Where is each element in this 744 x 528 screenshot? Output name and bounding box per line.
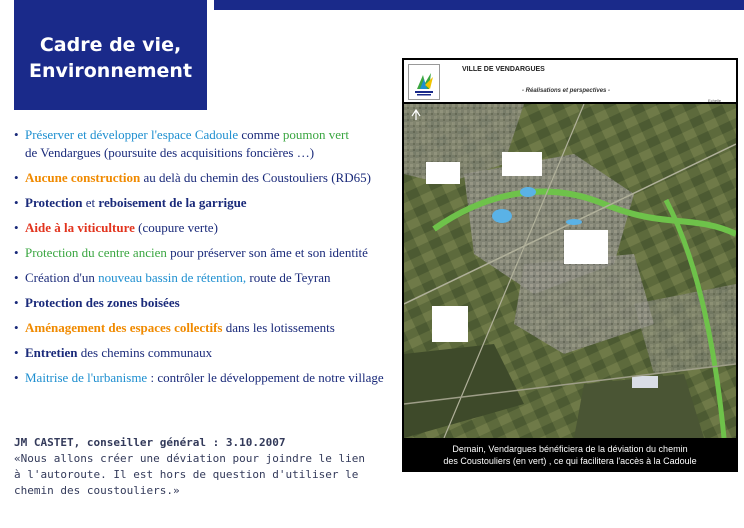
bullet-line-continued: de Vendargues (poursuite des acquisitions foncières …): [25, 145, 315, 160]
bullet-text: Protection des zones boisées: [25, 295, 180, 310]
map-scale: Echelle: [708, 98, 722, 103]
bullet-dot: •: [14, 220, 19, 235]
bullet-text: route de Teyran: [246, 270, 331, 285]
bullet-line: [25, 194, 390, 212]
bullet-text: Protection du centre ancien: [25, 245, 167, 260]
bullet-text: Création d'un: [25, 270, 99, 285]
bullet-item: [14, 369, 390, 394]
bullet-item: [14, 319, 390, 344]
bullet-dot: •: [14, 270, 19, 285]
aerial-photo: [404, 104, 736, 438]
top-stripe: [214, 0, 744, 10]
map-caption-line-2: des Coustouliers (en vert) , ce qui facilitera l'accès à la Cadoule: [443, 456, 697, 466]
bullet-item: [14, 294, 390, 319]
bullet-dot: •: [14, 295, 19, 310]
bullet-dot: •: [14, 345, 19, 360]
bullet-line: [25, 319, 390, 337]
bullet-line: [25, 344, 390, 362]
bullet-list: [14, 126, 390, 394]
bullet-line: [25, 369, 390, 387]
bullet-text: Aide à la viticulture: [25, 220, 135, 235]
bullet-text: dans les lotissements: [222, 320, 335, 335]
bullet-dot: •: [14, 170, 19, 185]
bullet-line: [25, 126, 390, 144]
bullet-dot: •: [14, 370, 19, 385]
bullet-text: Maitrise de l'urbanisme: [25, 370, 148, 385]
bullet-item: [14, 244, 390, 269]
map-subtitle: - Réalisations et perspectives -: [522, 88, 611, 94]
quote-line: à l'autoroute. Il est hors de question d'utiliser le: [14, 468, 359, 481]
bullet-text: Entretien: [25, 345, 78, 360]
bullet-text: Préserver et développer l'espace Cadoule: [25, 127, 239, 142]
bullet-line: [25, 294, 390, 312]
quote-heading: JM CASTET, conseiller général : 3.10.2007: [14, 436, 286, 449]
bullet-text: (coupure verte): [134, 220, 218, 235]
bullet-line: [25, 244, 390, 262]
title-banner: [14, 0, 207, 110]
bullet-text: et: [82, 195, 99, 210]
map-caption-line-1: Demain, Vendargues bénéficiera de la déviation du chemin: [452, 444, 688, 454]
quote-line: chemin des coustouliers.»: [14, 484, 180, 497]
bullet-text: des chemins communaux: [77, 345, 213, 360]
bullet-dot: •: [14, 320, 19, 335]
quote-block: [14, 434, 394, 499]
bullet-text: Aucune construction: [25, 170, 141, 185]
map-header: [404, 60, 736, 102]
bullet-line: [25, 269, 390, 287]
bullet-text: comme: [238, 127, 283, 142]
bullet-item: [14, 344, 390, 369]
bullet-text: poumon vert: [282, 127, 349, 142]
bullet-dot: •: [14, 245, 19, 260]
bullet-text: au delà du chemin des Coustouliers (RD65): [140, 170, 371, 185]
map-panel: [402, 58, 738, 472]
title-line-1: Cadre de vie,: [39, 34, 182, 56]
bullet-item: [14, 126, 390, 169]
bullet-dot: •: [14, 127, 19, 142]
town-logo-icon: [408, 64, 440, 100]
bullet-text: : contrôler le développement de notre village: [147, 370, 384, 385]
bullet-item: [14, 269, 390, 294]
bullet-item: [14, 219, 390, 244]
bullet-text: reboisement de la garrigue: [98, 195, 247, 210]
quote-line: «Nous allons créer une déviation pour joindre le lien: [14, 452, 365, 465]
bullet-text: nouveau bassin de rétention,: [98, 270, 247, 285]
bullet-text: Aménagement des espaces collectifs: [25, 320, 223, 335]
bullet-item: [14, 194, 390, 219]
bullet-line: [25, 219, 390, 237]
bullet-text: Protection: [25, 195, 83, 210]
bullet-item: [14, 169, 390, 194]
bullet-text: pour préserver son âme et son identité: [166, 245, 368, 260]
map-town-name: VILLE DE VENDARGUES: [462, 66, 545, 73]
title-line-2: Environnement: [28, 60, 193, 82]
bullet-dot: •: [14, 195, 19, 210]
map-caption: [402, 438, 738, 472]
bullet-line: [25, 169, 390, 187]
